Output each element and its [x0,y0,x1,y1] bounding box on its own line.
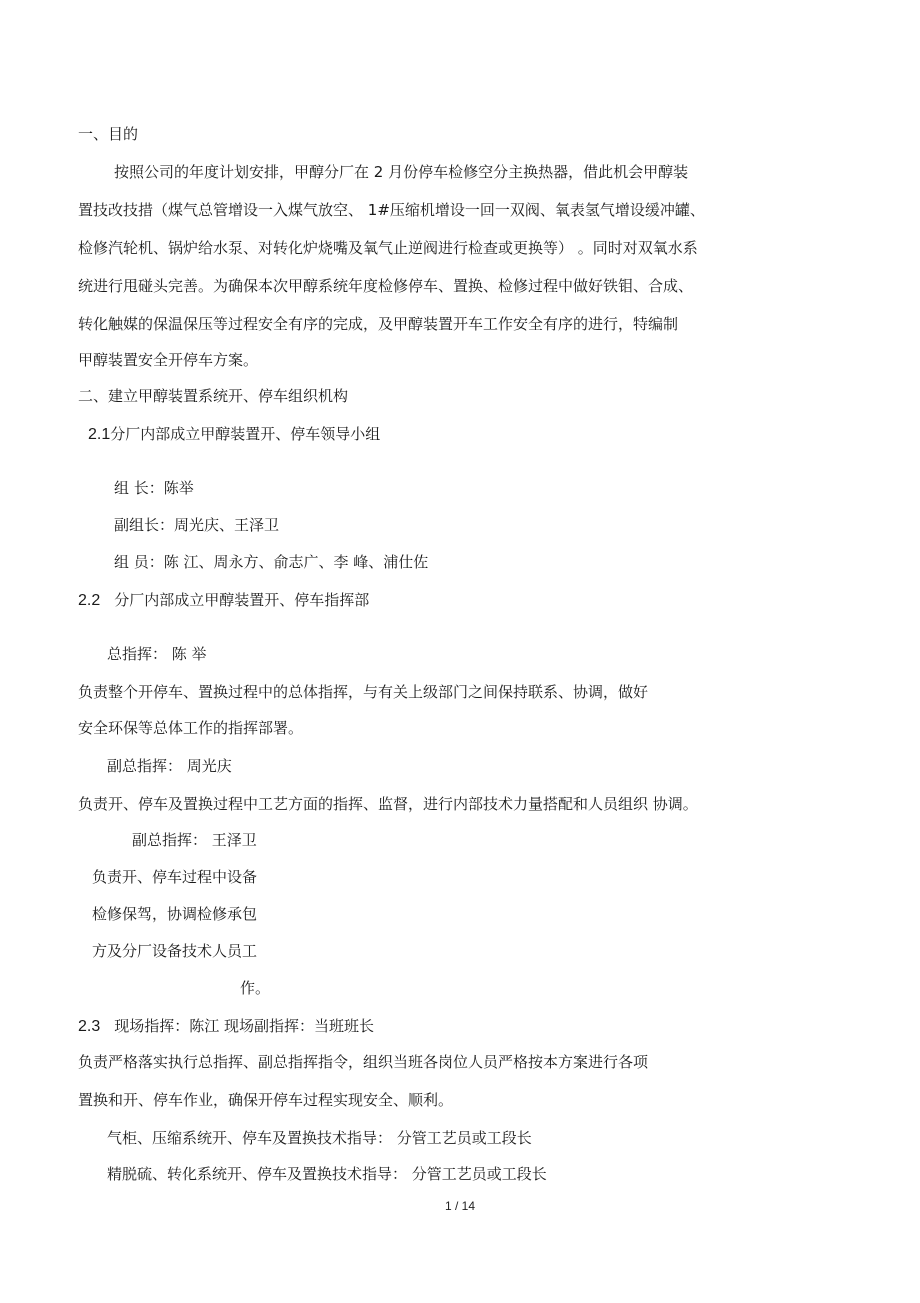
paragraph-line: 转化触媒的保温保压等过程安全有序的完成，及甲醇装置开车工作安全有序的进行，特编制 [78,315,679,333]
vice-commander-2: 副总指挥： 王泽卫 [132,831,257,849]
subsection-title: 分厂内部成立甲醇装置开、停车领导小组 [110,425,381,443]
subsection-number: 2.1 [88,426,111,443]
subsection-2-3-heading [78,1016,374,1037]
section-1-title: 一、目的 [78,125,139,143]
vice-commander-1: 副总指挥： 周光庆 [107,757,232,775]
paragraph-line: 置换和开、停车作业，确保开停车过程实现安全、顺利。 [78,1091,454,1109]
subsection-title: 分厂内部成立甲醇装置开、停车指挥部 [114,591,370,609]
paragraph-line: 负责严格落实执行总指挥、副总指挥指令，组织当班各岗位人员严格按本方案进行各项 [78,1053,649,1071]
paragraph-line: 按照公司的年度计划安排，甲醇分厂在 2 月份停车检修空分主换热器，借此机会甲醇装 [114,163,689,181]
paragraph-line: 负责开、停车及置换过程中工艺方面的指挥、监督，进行内部技术力量搭配和人员组织 协调。 [78,795,698,813]
paragraph-line: 作。 [240,979,271,997]
tech-guidance-line: 精脱硫、转化系统开、停车及置换技术指导： 分管工艺员或工段长 [107,1165,547,1183]
subsection-number: 2.2 [78,592,101,609]
paragraph-line: 负责整个开停车、置换过程中的总体指挥，与有关上级部门之间保持联系、协调，做好 [78,683,649,701]
paragraph-line: 置技改技措（煤气总管增设一入煤气放空、 1#压缩机增设一回一双阀、氧表氢气增设缓冲罐、 [78,201,705,219]
tech-guidance-line: 气柜、压缩系统开、停车及置换技术指导： 分管工艺员或工段长 [107,1129,532,1147]
paragraph-line: 负责开、停车过程中设备 [92,868,258,886]
group-leader: 组 长：陈举 [114,479,194,497]
section-2-title: 二、建立甲醇装置系统开、停车组织机构 [78,387,349,405]
paragraph-line: 甲醇装置安全开停车方案。 [78,351,259,369]
page-number: 1 / 14 [444,1199,476,1213]
subsection-number: 2.3 [78,1018,101,1035]
paragraph-line: 安全环保等总体工作的指挥部署。 [78,719,304,737]
group-members: 组 员：陈 江、周永方、俞志广、李 峰、浦仕佐 [114,553,429,571]
paragraph-line: 检修汽轮机、锅炉给水泵、对转化炉烧嘴及氧气止逆阀进行检查或更换等） 。同时对双氧水系 [78,239,698,257]
paragraph-line: 方及分厂设备技术人员工 [92,942,258,960]
subsection-2-2-heading [78,590,369,611]
chief-commander: 总指挥： 陈 举 [107,645,207,663]
paragraph-line: 检修保驾，协调检修承包 [92,905,258,923]
subsection-2-1-heading [88,424,380,445]
subsection-title: 现场指挥：陈江 现场副指挥：当班班长 [114,1017,375,1035]
group-vice-leader: 副组长：周光庆、王泽卫 [114,516,280,534]
paragraph-line: 统进行甩碰头完善。为确保本次甲醇系统年度检修停车、置换、检修过程中做好铁钼、合成、 [78,277,694,295]
